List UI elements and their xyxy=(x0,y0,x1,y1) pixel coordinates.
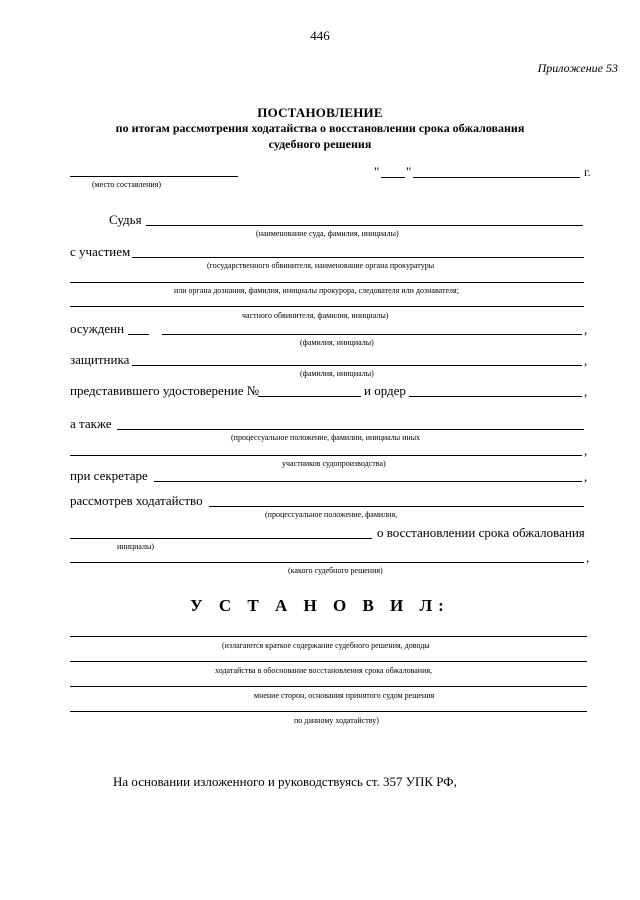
date-month-year-field[interactable] xyxy=(413,177,580,178)
motion-field[interactable] xyxy=(209,506,584,507)
participants-field[interactable] xyxy=(70,455,582,456)
judge-label: Судья xyxy=(109,212,142,227)
decision-field[interactable] xyxy=(70,562,584,563)
convicted-comma: , xyxy=(584,322,588,337)
defender-label: защитника xyxy=(70,352,130,367)
inquiry-field[interactable] xyxy=(70,282,584,283)
order-label: и ордер xyxy=(364,383,406,398)
decision-caption: (какого судебного решения) xyxy=(288,566,383,575)
document-subtitle-line-1: по итогам рассмотрения ходатайства о восстановлении срока обжалования xyxy=(115,121,525,135)
participation-caption: (государственного обвинителя, наименование органа прокуратуры xyxy=(207,261,435,270)
order-comma: , xyxy=(584,384,588,399)
page-number: 446 xyxy=(310,28,330,43)
findings-line-1[interactable] xyxy=(70,636,587,637)
secretary-comma: , xyxy=(584,469,588,484)
appendix-label: Приложение 53 xyxy=(537,61,618,75)
private-prosecutor-field[interactable] xyxy=(70,306,584,307)
participation-field[interactable] xyxy=(132,257,584,258)
convicted-ending-field[interactable] xyxy=(128,334,149,335)
secretary-field[interactable] xyxy=(154,481,582,482)
motion-initials-field[interactable] xyxy=(70,538,372,539)
defender-field[interactable] xyxy=(132,365,582,366)
defender-caption: (фамилия, инициалы) xyxy=(300,369,374,378)
findings-caption-1: (излагаются краткое содержание судебного решения, доводы xyxy=(222,641,430,650)
date-quote-close: " xyxy=(406,164,412,179)
place-caption: (место составления) xyxy=(92,180,161,189)
findings-line-2[interactable] xyxy=(70,661,587,662)
basis-text: На основании изложенного и руководствуясь ст. 357 УПК РФ, xyxy=(113,774,457,789)
findings-caption-3: мнение сторон, основания принятого судом решения xyxy=(254,691,435,700)
motion-caption: (процессуальное положение, фамилия, xyxy=(265,510,398,519)
findings-line-4[interactable] xyxy=(70,711,587,712)
also-label: а также xyxy=(70,416,112,431)
date-quote-open: " xyxy=(374,164,380,179)
document-subtitle-line-2: судебного решения xyxy=(268,137,372,151)
judge-field[interactable] xyxy=(146,225,583,226)
findings-caption-2: ходатайства в обоснование восстановления срока обжалования, xyxy=(215,666,433,675)
ustanovil-heading: У С Т А Н О В И Л: xyxy=(190,596,450,615)
motion-label: рассмотрев ходатайство xyxy=(70,493,203,508)
date-year-suffix: г. xyxy=(584,165,591,179)
participation-label: с участием xyxy=(70,244,131,259)
secretary-label: при секретаре xyxy=(70,468,148,483)
order-field[interactable] xyxy=(409,396,582,397)
also-field[interactable] xyxy=(117,429,584,430)
private-caption: частного обвинителя, фамилия, инициалы) xyxy=(242,311,389,320)
findings-line-3[interactable] xyxy=(70,686,587,687)
convicted-label: осужденн xyxy=(70,321,125,336)
document-title: ПОСТАНОВЛЕНИЕ xyxy=(257,105,383,120)
also-caption: (процессуальное положение, фамилии, инициалы иных xyxy=(231,433,421,442)
judge-caption: (наименование суда, фамилия, инициалы) xyxy=(256,229,399,238)
participants-comma: , xyxy=(584,443,588,458)
certificate-label: представившего удостоверение № xyxy=(70,383,260,398)
restore-label: о восстановлении срока обжалования xyxy=(377,525,585,540)
date-day-field[interactable] xyxy=(381,177,405,178)
convicted-caption: (фамилия, инициалы) xyxy=(300,338,374,347)
defender-comma: , xyxy=(584,353,588,368)
participants-caption: участников судопроизводства) xyxy=(282,459,386,468)
decision-comma: , xyxy=(586,550,590,565)
certificate-number-field[interactable] xyxy=(258,396,361,397)
place-field[interactable] xyxy=(70,176,238,177)
findings-caption-4: по данному ходатайству) xyxy=(294,716,379,725)
initials-caption: инициалы) xyxy=(117,542,155,551)
inquiry-caption: или органа дознания, фамилия, инициалы прокурора, следователя или дознавателя; xyxy=(174,286,459,295)
convicted-field[interactable] xyxy=(162,334,582,335)
